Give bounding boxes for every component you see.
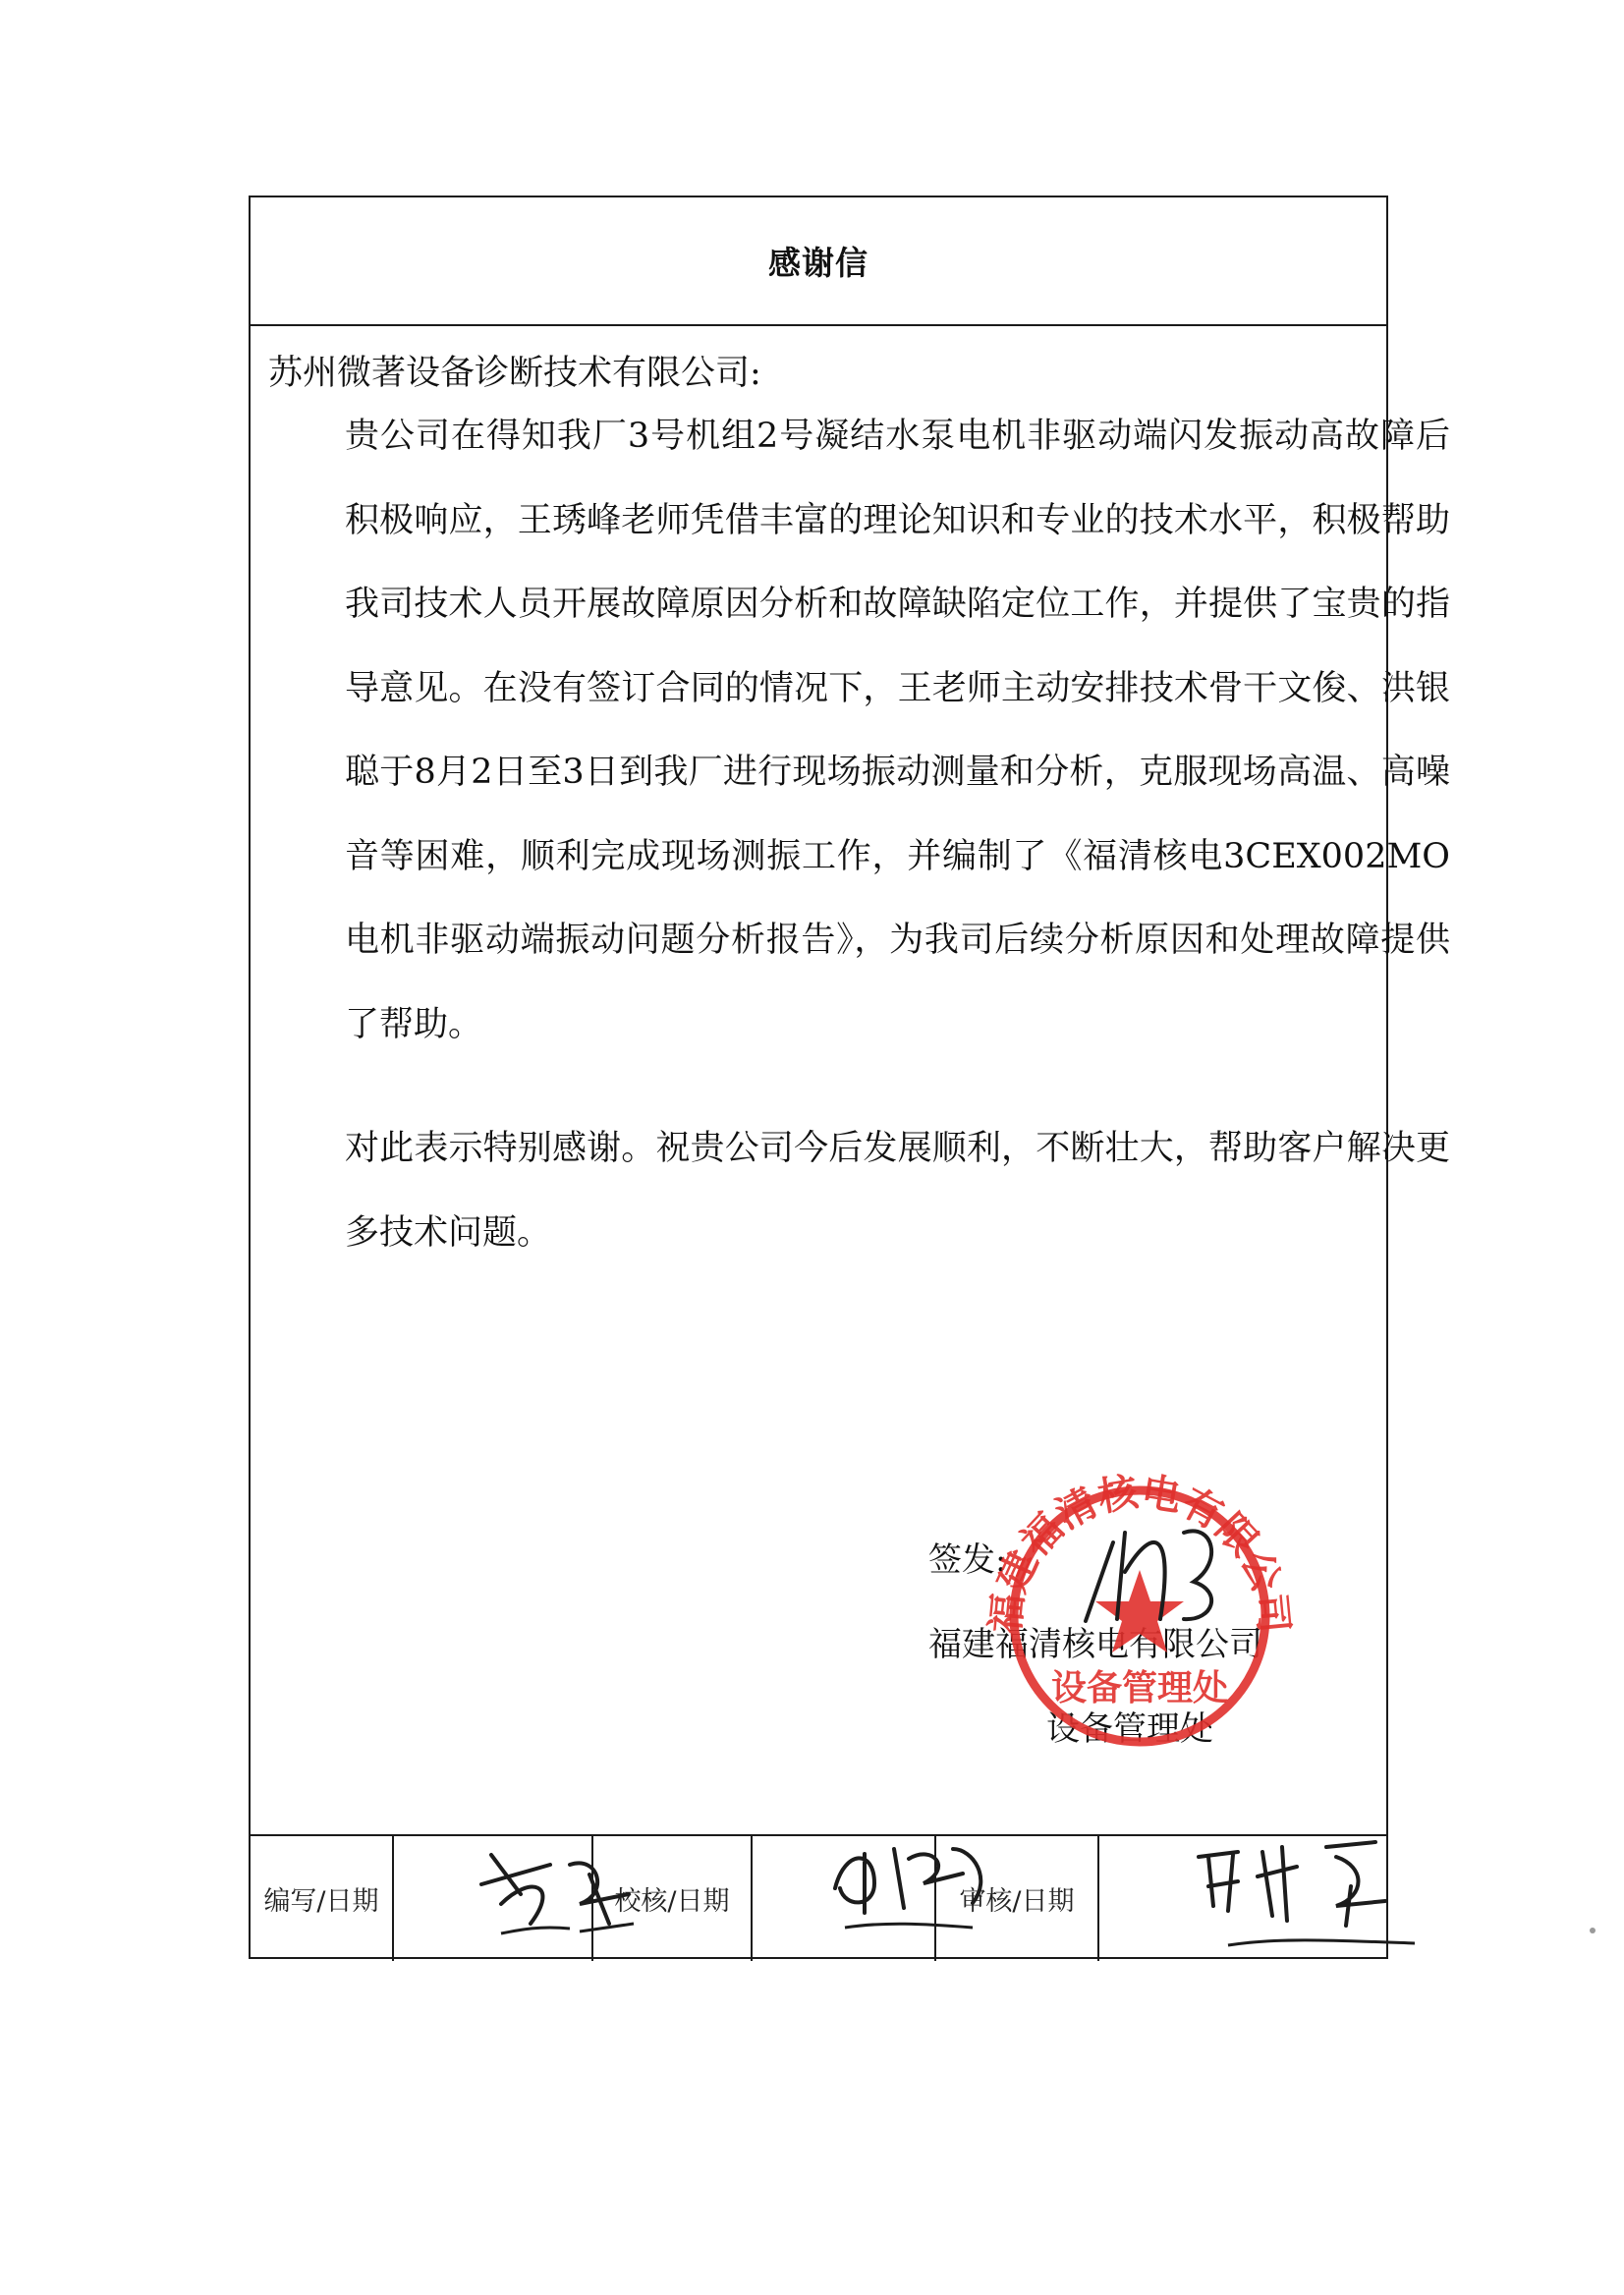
cell-writer-label: 编写/日期 (251, 1836, 394, 1961)
checker-signature (825, 1829, 1012, 1942)
letter-title: 感谢信 (768, 244, 868, 282)
cell-reviewer-label: 审核/日期 (936, 1836, 1099, 1961)
seal-bottom-text: 设备管理处 (1050, 1668, 1229, 1708)
signoff-department: 设备管理处 (1046, 1709, 1213, 1749)
salutation: 苏州微著设备诊断技术有限公司: (268, 354, 761, 393)
signoff-company: 福建福清核电有限公司 (928, 1625, 1262, 1664)
reviewer-signature (1189, 1827, 1434, 1965)
paragraph-closing: 对此表示特别感谢。祝贵公司今后发展顺利，不断壮大，帮助客户解决更多技术问题。 (345, 1129, 1450, 1253)
seal-ring-text: 福建福清核电有限公司 (982, 1469, 1297, 1636)
paragraph-main: 贵公司在得知我厂3号机组2号凝结水泵电机非驱动端闪发振动高故障后积极响应，王琇峰老师凭借丰富的理论知识和专业的技术水平，积极帮助我司技术人员开展故障原因分析和故障缺陷定位工作，并提供了宝贵的指导意见。在没有签订合同的情况下，王老师主动安排技术骨干文俊、洪银聪于8月2日至3日到我厂进行现场振动测量和分析，克服现场高温、高噪音等困难，顺利完成现场测振工作，并编制了《福清核电3CEX002MO电机非驱动端振动问题分析报告》，为我司后续分析原因和处理故障提供了帮助。 (345, 417, 1450, 1044)
scan-speck (1590, 1928, 1596, 1933)
issuer-signature (1066, 1503, 1243, 1641)
writer-signature (462, 1835, 658, 1943)
sign-label: 签发: (928, 1540, 1007, 1580)
cell-checker-label: 校核/日期 (593, 1836, 753, 1961)
title-row (251, 197, 1386, 326)
